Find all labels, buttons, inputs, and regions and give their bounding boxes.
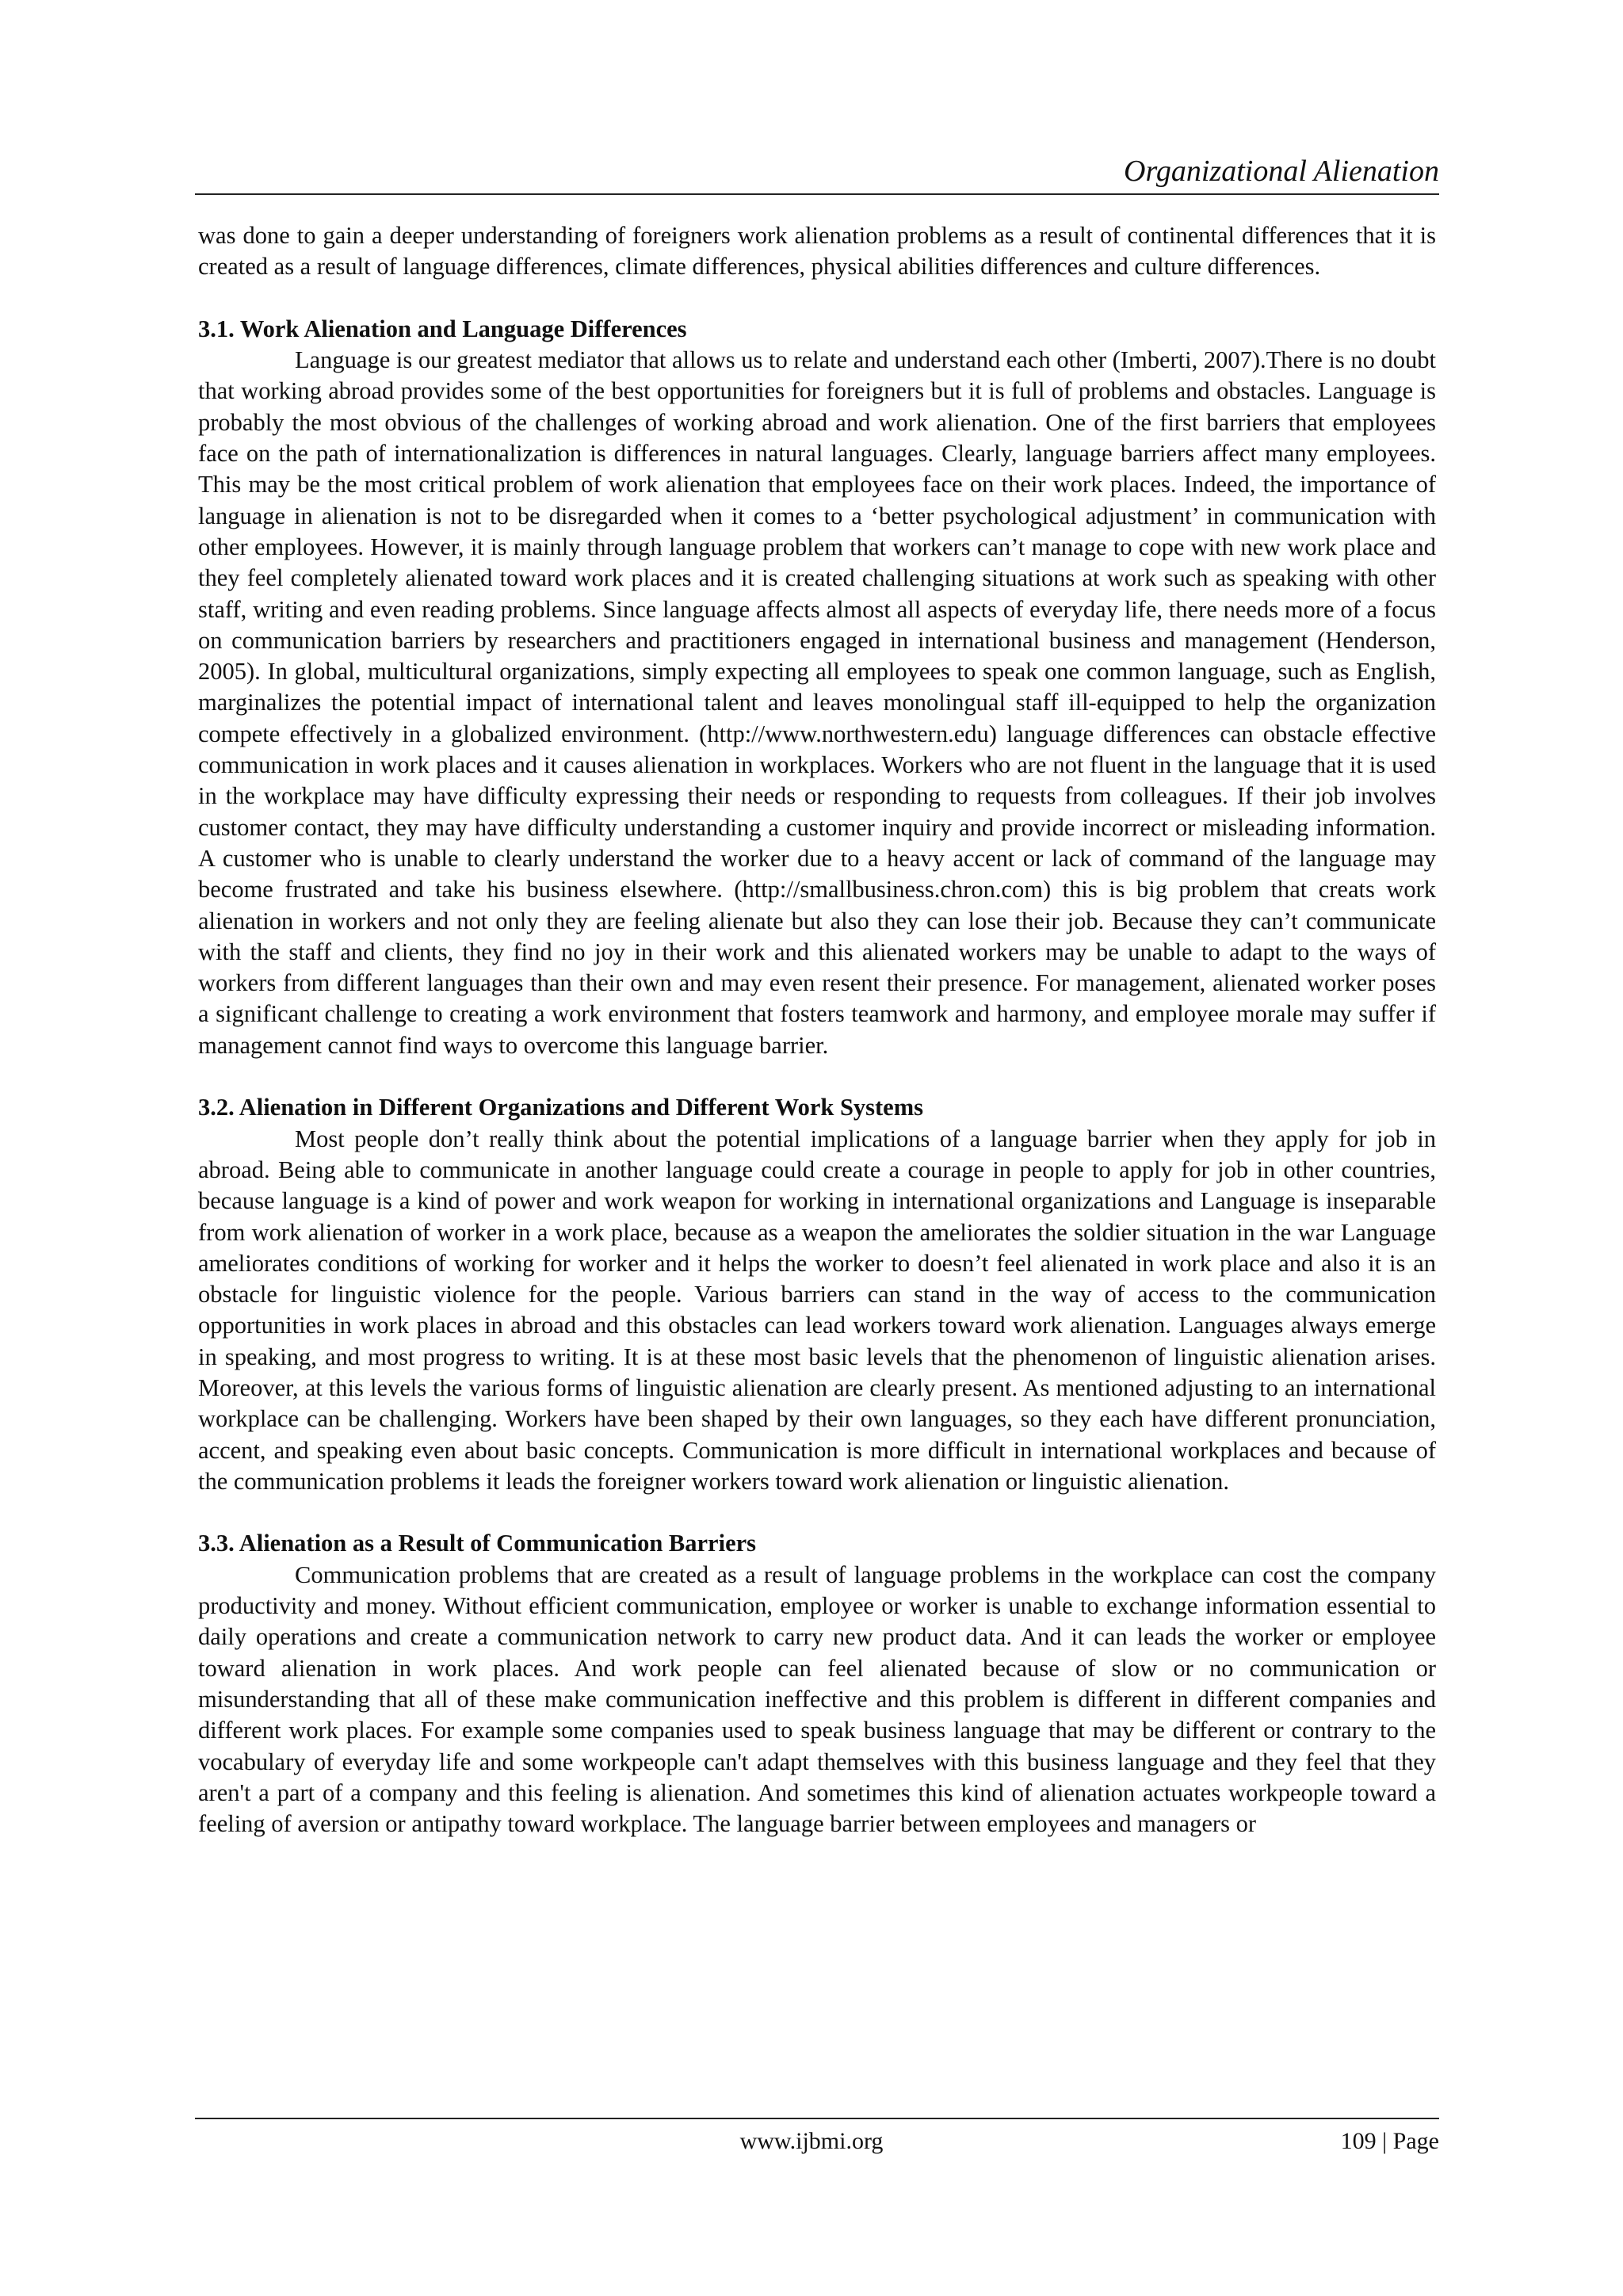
header-rule xyxy=(195,193,1439,195)
section-paragraph-3-3: Communication problems that are created as a result of language problems in the workplace can cost the company productivity and money. Without efficient communication, employee or worker is unable to exchange information essential to daily operations and create a communication network to carry new product data. And it can leads the worker or employee toward alienation in work places. And work people can feel alienated because of slow or no communication or misunderstanding that all of these make communication ineffective and this problem is different in different companies and different work places. For example some companies used to speak business language that may be different or contrary to the vocabulary of everyday life and some workpeople can't adapt themselves with this business language and they feel that they aren't a part of a company and this feeling is alienation. And sometimes this kind of alienation actuates workpeople toward a feeling of aversion or antipathy toward workplace. The language barrier between employees and managers or xyxy=(198,1561,1436,1838)
section-heading-3-3: 3.3. Alienation as a Result of Communication Barriers xyxy=(198,1530,757,1557)
intro-paragraph: was done to gain a deeper understanding of foreigners work alienation problems as a result of continental differences that it is created as a result of language differences, climate differences, physical abilities differences and culture differences. xyxy=(198,222,1436,281)
footer-url: www.ijbmi.org xyxy=(739,2128,884,2154)
section-paragraph-3-1: Language is our greatest mediator that allows us to relate and understand each other (Imberti, 2007).There is no doubt that working abroad provides some of the best opportunities for foreigners but it is full of problems and obstacles. Language is probably the most obvious of the challenges of working abroad and work alienation. One of the first barriers that employees face on the path of internationalization is differences in natural languages. Clearly, language barriers affect many employees. This may be the most critical problem of work alienation that employees face on their work places. Indeed, the importance of language in alienation is not to be disregarded when it comes to a ‘better psychological adjustment’ in communication with other employees. However, it is mainly through language problem that workers can’t manage to cope with new work place and they feel completely alienated toward work places and it is created challenging situations at work such as speaking with other staff, writing and even reading problems. Since language affects almost all aspects of everyday life, there needs more of a focus on communication barriers by researchers and practitioners engaged in international business and management (Henderson, 2005). In global, multicultural organizations, simply expecting all employees to speak one common language, such as English, marginalizes the potential impact of international talent and leaves monolingual staff ill-equipped to help the organization compete effectively in a globalized environment. (http://www.northwestern.edu) language differences can obstacle effective communication in work places and it causes alienation in workplaces. Workers who are not fluent in the language that it is used in the workplace may have difficulty expressing their needs or responding to requests from colleagues. If their job involves customer contact, they may have difficulty understanding a customer inquiry and provide incorrect or misleading information. A customer who is unable to clearly understand the worker due to a heavy accent or lack of command of the language may become frustrated and take his business elsewhere. (http://smallbusiness.chron.com) this is big problem that creats work alienation in workers and not only they are feeling alienate but also they can lose their job. Because they can’t communicate with the staff and clients, they find no joy in their work and this alienated workers may be unable to adapt to the ways of workers from different languages than their own and may even resent their presence. For management, alienated worker poses a significant challenge to creating a work environment that fosters teamwork and harmony, and employee morale may suffer if management cannot find ways to overcome this language barrier. xyxy=(198,346,1436,1059)
page-number: 109 | Page xyxy=(1340,2128,1439,2154)
section-heading-3-2: 3.2. Alienation in Different Organizations and Different Work Systems xyxy=(198,1094,923,1121)
section-heading-3-1: 3.1. Work Alienation and Language Differences xyxy=(198,315,687,342)
running-header: Organizational Alienation xyxy=(1124,155,1439,188)
section-paragraph-3-2: Most people don’t really think about the potential implications of a language barrier when they apply for job in abroad. Being able to communicate in another language could create a courage in people to apply for job in other countries, because language is a kind of power and work weapon for working in international organizations and Language is inseparable from work alienation of worker in a work place, because as a weapon the ameliorates the soldier situation in the war Language ameliorates conditions of working for worker and it helps the worker to doesn’t feel alienated in work place and also it is an obstacle for linguistic violence for the people. Various barriers can stand in the way of access to the communication opportunities in work places in abroad and this obstacles can lead workers toward work alienation. Languages always emerge in speaking, and most progress to writing. It is at these most basic levels that the phenomenon of linguistic alienation arises. Moreover, at this levels the various forms of linguistic alienation are clearly present. As mentioned adjusting to an international workplace can be challenging. Workers have been shaped by their own languages, so they each have different pronunciation, accent, and speaking even about basic concepts. Communication is more difficult in international workplaces and because of the communication problems it leads the foreigner workers toward work alienation or linguistic alienation. xyxy=(198,1125,1436,1495)
footer-rule xyxy=(195,2118,1439,2119)
body-text xyxy=(198,220,1436,1839)
